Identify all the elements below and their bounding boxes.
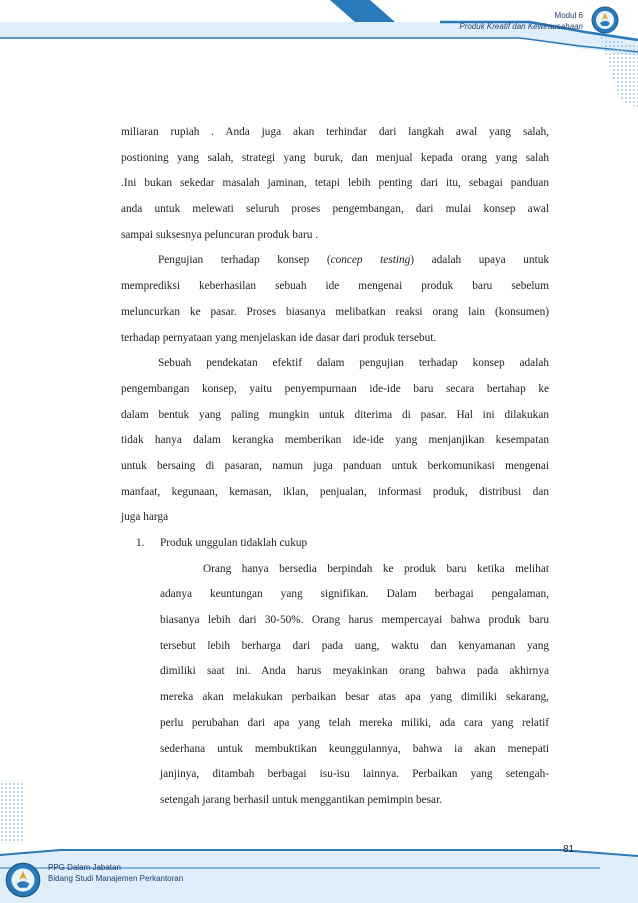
- paragraph-1-line: sampai suksesnya peluncuran produk baru .: [121, 228, 319, 241]
- paragraph-2-first-line: [121, 248, 549, 274]
- page-number: 81: [563, 844, 575, 855]
- paragraph-1-line: .Ini bukan sekedar masalah jaminan, tetapi lebih penting dari itu, sebagai panduan: [121, 177, 549, 190]
- paragraph-3-line: manfaat, kegunaan, kemasan, iklan, penjualan, informasi produk, distribusi dan: [121, 485, 549, 498]
- footer-program: PPG Dalam Jabatan: [48, 863, 121, 872]
- list-item-line: perlu perubahan dari apa yang telah mereka miliki, ada cara yang relatif: [160, 716, 549, 729]
- list-item-line: janjinya, ditambah berbagai isu-isu lainnya. Perbaikan yang setengah-: [160, 768, 549, 781]
- list-item-line: Orang hanya bersedia berpindah ke produk baru ketika melihat: [203, 562, 549, 575]
- list-item-title: Produk unggulan tidaklah cukup: [160, 537, 308, 549]
- paragraph-3-line: pengembangan konsep, yaitu penyempurnaan ide-ide baru secara bertahap ke: [121, 382, 549, 395]
- footer-text: [48, 862, 183, 884]
- list-item-line: biasanya lebih dari 30-50%. Orang harus mempercayai bahwa produk baru: [160, 614, 549, 627]
- paragraph-2-line: memprediksi keberhasilan sebuah ide mengenai produk baru sebelum: [121, 280, 549, 293]
- list-item-line: mereka akan melakukan perbaikan besar atas apa yang dimiliki sekarang,: [160, 691, 549, 704]
- document-body: [121, 120, 549, 814]
- paragraph-2-text: ) adalah upaya untuk: [410, 254, 549, 267]
- footer-field: Bidang Studi Manajemen Perkantoran: [48, 874, 184, 883]
- list-item-line: dimiliki saat ini. Anda harus meyakinkan orang bahwa pada akhirnya: [160, 665, 549, 678]
- tut-wuri-handayani-logo-icon: [591, 6, 619, 34]
- paragraph-2-text: Pengujian terhadap konsep (: [158, 254, 331, 267]
- list-item-line: tersebut lebih berharga dari pada uang, waktu dan kenyamanan yang: [160, 639, 549, 652]
- paragraph-2-line: meluncurkan ke pasar. Proses biasanya melibatkan reaksi orang lain (konsumen): [121, 305, 549, 318]
- paragraph-1-line: anda untuk melewati seluruh proses pengembangan, dari mulai konsep awal: [121, 203, 549, 216]
- concept-testing-term: concep testing: [330, 254, 411, 267]
- list-item-heading: [121, 531, 549, 557]
- list-item-line: adanya keuntungan yang signifikan. Dalam berbagai pengalaman,: [160, 588, 549, 601]
- paragraph-3-line: untuk bersaing di pasaran, namun juga panduan untuk berkomunikasi mengenai: [121, 459, 549, 472]
- tut-wuri-handayani-logo-icon: [5, 862, 41, 898]
- paragraph-3-line: Sebuah pendekatan efektif dalam pengujian terhadap konsep adalah: [158, 357, 549, 370]
- paragraph-3-line: dalam bentuk yang paling mungkin untuk diterima di pasar. Hal ini dilakukan: [121, 408, 549, 421]
- paragraph-2-line: terhadap pernyataan yang menjelaskan ide dasar dari produk tersebut.: [121, 331, 437, 344]
- list-item-number: 1.: [136, 537, 145, 549]
- module-label: Modul 6: [554, 11, 583, 20]
- paragraph-1-line: miliaran rupiah . Anda juga akan terhindar dari langkah awal yang salah,: [121, 126, 549, 138]
- list-item-line: setengah jarang berhasil untuk menggantikan pemimpin besar.: [160, 793, 443, 806]
- paragraph-1-line: postioning yang salah, strategi yang buruk, dan menjual kepada orang yang salah: [121, 151, 549, 164]
- list-item-line: sederhana untuk membuktikan keunggulannya, bahwa ia akan menepati: [160, 742, 549, 755]
- paragraph-3-line: juga harga: [121, 511, 169, 524]
- header-text: [459, 10, 583, 32]
- paragraph-3-line: tidak hanya dalam kerangka memberikan ide-ide yang menjanjikan kesempatan: [121, 434, 549, 447]
- module-subtitle: Produk Kreatif dan Kewirausahaan: [459, 22, 583, 31]
